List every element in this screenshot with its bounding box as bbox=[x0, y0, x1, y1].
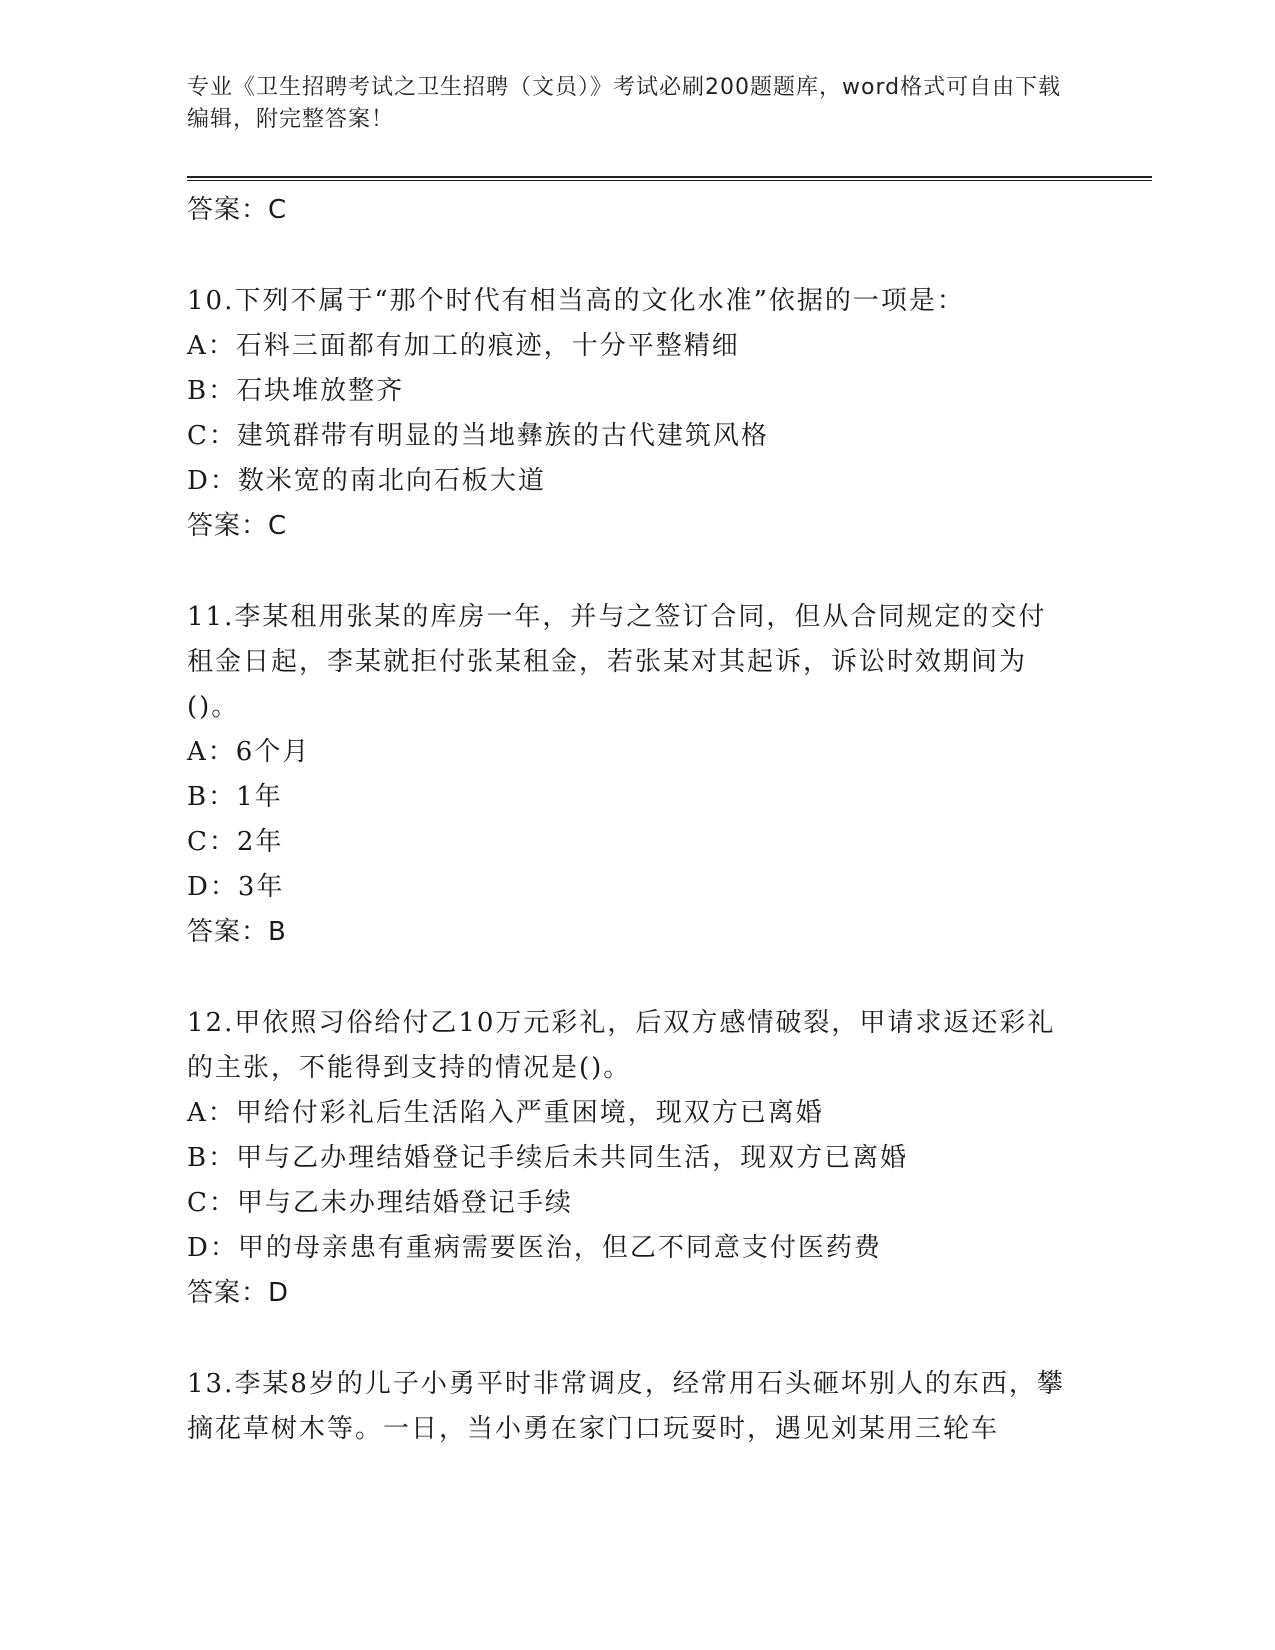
question-10 bbox=[187, 279, 1087, 549]
option-a: A：甲给付彩礼后生活陷入严重困境，现双方已离婚 bbox=[187, 1098, 824, 1128]
option-b: B：甲与乙办理结婚登记手续后未共同生活，现双方已离婚 bbox=[187, 1143, 909, 1173]
option-d: D：数米宽的南北向石板大道 bbox=[187, 466, 546, 496]
option-a: A：6个月 bbox=[187, 737, 311, 767]
document-header: 专业《卫生招聘考试之卫生招聘（文员）》考试必刷200题题库，word格式可自由下载编辑，附完整答案！ bbox=[187, 75, 1062, 132]
spacer bbox=[187, 1316, 1087, 1362]
option-c: C：甲与乙未办理结婚登记手续 bbox=[187, 1188, 573, 1218]
spacer bbox=[187, 233, 1087, 279]
document-body bbox=[187, 188, 1087, 1452]
question-stem: 11.李某租用张某的库房一年，并与之签订合同，但从合同规定的交付租金日起，李某就拒付张某租金，若张某对其起诉，诉讼时效期间为()。 bbox=[187, 602, 1047, 722]
option-d: D：3年 bbox=[187, 872, 285, 902]
question-11 bbox=[187, 595, 1087, 955]
answer-line: 答案：B bbox=[187, 917, 287, 947]
question-12 bbox=[187, 1001, 1087, 1316]
option-b: B：1年 bbox=[187, 782, 283, 812]
question-stem: 10.下列不属于“那个时代有相当高的文化水准”依据的一项是： bbox=[187, 286, 965, 316]
answer-line: 答案：C bbox=[187, 195, 288, 225]
option-c: C：建筑群带有明显的当地彝族的古代建筑风格 bbox=[187, 421, 769, 451]
question-stem: 13.李某8岁的儿子小勇平时非常调皮，经常用石头砸坏别人的东西，攀摘花草树木等。一日，当小勇在家门口玩耍时，遇见刘某用三轮车 bbox=[187, 1369, 1065, 1444]
option-d: D：甲的母亲患有重病需要医治，但乙不同意支付医药费 bbox=[187, 1233, 882, 1263]
option-b: B：石块堆放整齐 bbox=[187, 376, 405, 406]
option-a: A：石料三面都有加工的痕迹，十分平整精细 bbox=[187, 331, 740, 361]
answer-line: 答案：D bbox=[187, 1278, 290, 1308]
question-stem: 12.甲依照习俗给付乙10万元彩礼，后双方感情破裂，甲请求返还彩礼的主张，不能得到支持的情况是()。 bbox=[187, 1008, 1056, 1083]
header-divider bbox=[187, 176, 1152, 181]
spacer bbox=[187, 549, 1087, 595]
answer-line: 答案：C bbox=[187, 511, 288, 541]
spacer bbox=[187, 955, 1087, 1001]
option-c: C：2年 bbox=[187, 827, 284, 857]
question-13 bbox=[187, 1362, 1087, 1452]
